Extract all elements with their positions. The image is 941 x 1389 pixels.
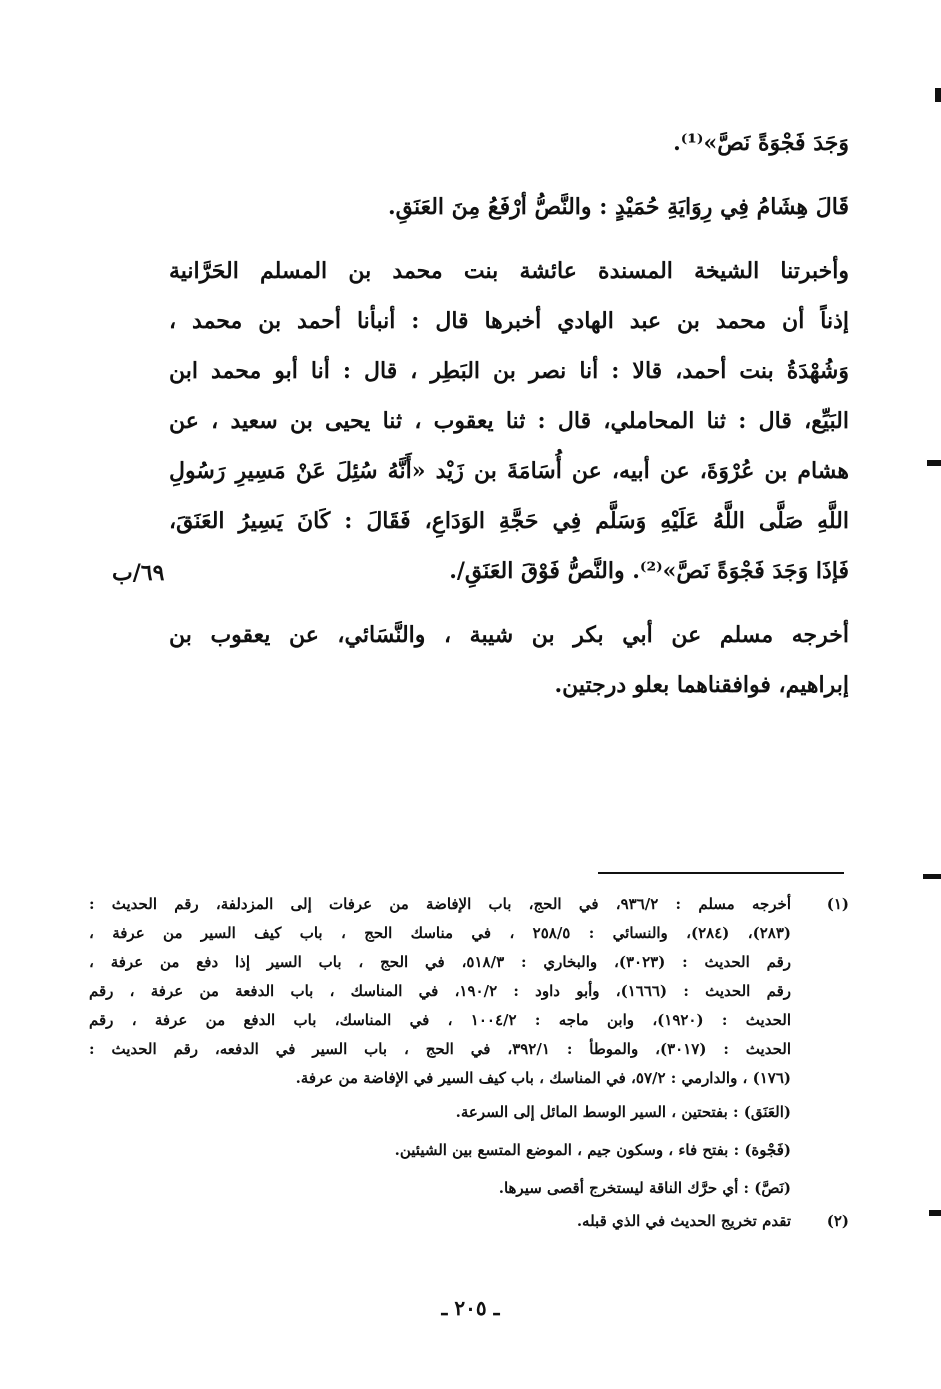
footnote-line: تقدم تخريج الحديث في الذي قبله. (576, 1212, 791, 1230)
text-line: إذناً أن محمد بن عبد الهادي أخبرها قال : أنبأنا أحمد بن محمد ، (169, 308, 849, 334)
gloss-line: (نَصَّ) : أي حرَّك الناقة ليستخرج أقصى سيرها. (498, 1179, 791, 1197)
footnote-divider (598, 872, 844, 874)
footnote-line: رقم الحديث : (٣٠٢٣)، والبخاري : ٥١٨/٣، في الحج ، باب السير إذا دفع من عرفة ، (89, 953, 791, 971)
text-line: وَجَدَ فَجْوَةً نَصَّ»⁽¹⁾. (673, 130, 849, 156)
footnote-line: رقم الحديث : (١٦٦٦)، وأبو داود : ١٩٠/٢، في المناسك ، باب الدفعة من عرفة ، رقم (89, 982, 791, 1000)
scan-mark (927, 460, 941, 466)
text-line: البَيِّع، قال : ثنا المحاملي، قال : ثنا يعقوب ، ثنا يحيى بن سعيد ، عن (169, 408, 849, 434)
text-line: إبراهيم، فوافقناهما بعلو درجتين. (554, 672, 849, 698)
footnote-1 (89, 890, 849, 1207)
footnote-line: أخرجه مسلم : ٩٣٦/٢، في الحج، باب الإفاضة من عرفات إلى المزدلفة، رقم الحديث : (89, 895, 791, 913)
page-number: ـ ٢٠٥ ـ (441, 1296, 500, 1320)
footnote-2 (89, 1207, 849, 1236)
footnote-body (89, 1207, 791, 1236)
footnote-line: (١٧٦) ، والدارمي : ٥٧/٢، في المناسك ، باب كيف السير في الإفاضة من عرفة. (295, 1069, 791, 1087)
main-text (169, 118, 849, 710)
footnotes (89, 890, 849, 1236)
text-line: وأخبرتنا الشيخة المسندة عائشة بنت محمد بن المسلم الحَرَّانية (169, 258, 849, 284)
margin-folio-note: ٦٩/ب (112, 560, 165, 586)
footnote-number: (١) (826, 895, 849, 913)
footnote-number: (٢) (826, 1212, 849, 1230)
text-line: فَإذَا وَجَدَ فَجْوَةً نَصَّ»⁽²⁾. والنَّصُّ فَوْقَ العَنَقِ/. (449, 558, 849, 584)
text-line: وَشُهْدَةُ بنت أحمد، قالا : أنا نصر بن البَطِر ، قال : أنا أبو محمد ابن (169, 358, 849, 384)
scan-mark (935, 88, 941, 102)
gloss-line: (العَنَق) : بفتحتين ، السير الوسط المائل إلى السرعة. (455, 1103, 791, 1121)
text-line: قَالَ هِشَامُ فِي رِوَايَةِ حُمَيْدٍ : والنَّصُّ أرْفَعُ مِنَ العَنَقِ. (387, 194, 849, 220)
footnote-line: الحديث : (١٩٢٠)، وابن ماجه : ١٠٠٤/٢ ، في المناسك، باب الدفع من عرفة ، رقم (89, 1011, 791, 1029)
text-line: هشام بن عُرْوَةَ، عن أبيه، عن أُسَامَةَ بن زَيْد «أَنَّهُ سُئِلَ عَنْ مَسِيرِ رَسُولِ (169, 458, 849, 484)
scan-mark (923, 874, 941, 879)
footnote-line: (٢٨٣)، (٢٨٤)، والنسائي : ٢٥٨/٥ ، في مناسك الحج ، باب كيف السير من عرفة ، (89, 924, 791, 942)
text-line: اللَّهِ صَلَّى اللَّهُ عَلَيْهِ وَسَلَّم فِي حَجَّةِ الوَدَاعِ، فَقَالَ : كَانَ يَسِيرُ العَنَقَ، (169, 508, 849, 534)
scan-mark (929, 1210, 941, 1216)
gloss-line: (فَجْوة) : بفتح فاء ، وسكون جيم ، الموضع المتسع بين الشيئين. (394, 1141, 791, 1159)
text-line: أخرجه مسلم عن أبي بكر بن شيبة ، والنَّسَائي، عن يعقوب بن (169, 622, 849, 648)
footnote-line: الحديث : (٣٠١٧)، والموطأ : ٣٩٢/١، في الحج ، باب السير في الدفعه، رقم الحديث : (89, 1040, 791, 1058)
footnote-body (89, 890, 791, 1207)
